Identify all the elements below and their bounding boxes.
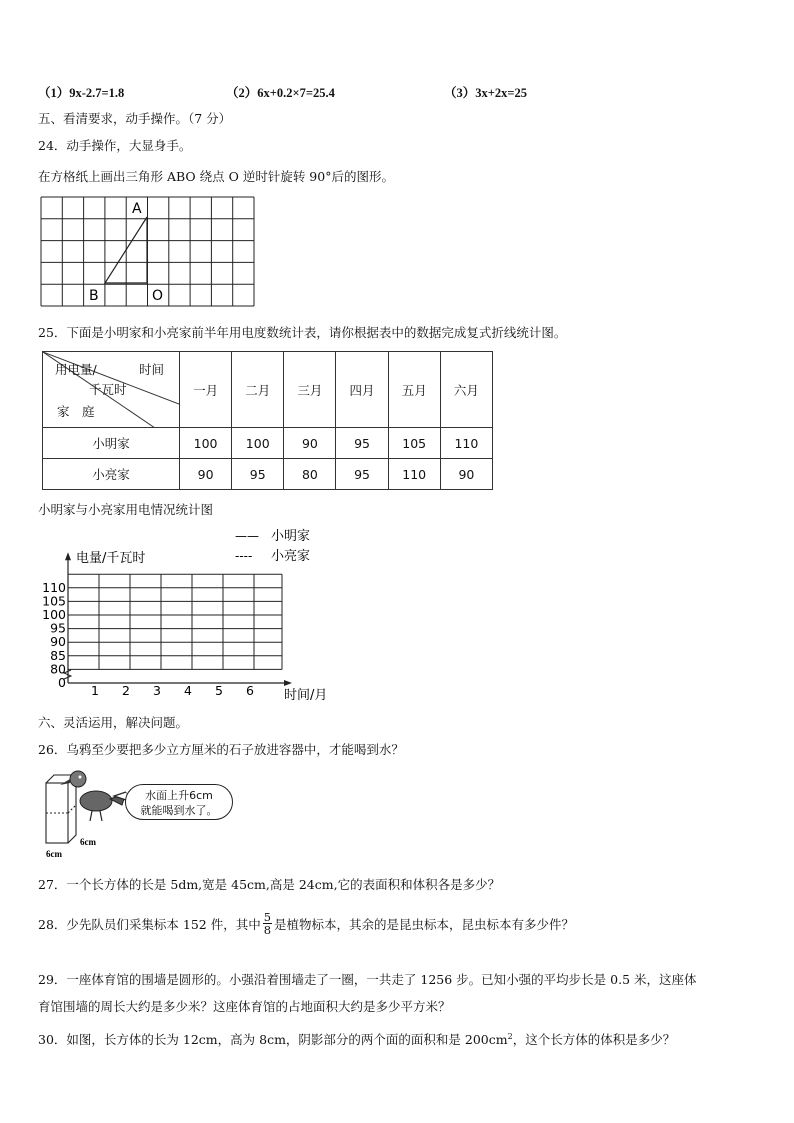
section-5-title: 五、看清要求，动手操作。（7 分） [38, 111, 232, 126]
label-b: B [89, 288, 99, 304]
y-axis-arrow [65, 552, 71, 560]
x-tick-label: 1 [91, 683, 99, 698]
x-tick-label: 2 [122, 683, 130, 698]
question-28-after: 是植物标本，其余的是昆虫标本，昆虫标本有多少件？ [274, 916, 575, 932]
table-cell: 110 [388, 459, 440, 490]
table-cell: 110 [440, 428, 492, 459]
question-30-before: 30．如图，长方体的长为 12cm，高为 8cm，阴影部分的两个面的面积和是 200cm [38, 1032, 508, 1047]
month-header: 四月 [336, 352, 388, 428]
month-header: 二月 [232, 352, 284, 428]
dim-width: 6cm [46, 849, 62, 859]
x-tick-label: 3 [153, 683, 161, 698]
question-28 [38, 911, 574, 936]
header-time: 时间 [139, 362, 165, 377]
equation-2: （2）6x+0.2×7=25.4 [226, 86, 335, 100]
header-unit: 千瓦时 [89, 382, 127, 397]
family-name: 小亮家 [43, 459, 180, 490]
table-cell: 95 [232, 459, 284, 490]
x-tick-label: 6 [246, 683, 254, 698]
table-cell: 105 [388, 428, 440, 459]
month-header: 三月 [284, 352, 336, 428]
y-axis-title: 电量/千瓦时 [76, 551, 146, 567]
question-29-line-2: 育馆围墙的周长大约是多少米？这座体育馆的占地面积大约是多少平方米？ [38, 999, 451, 1014]
crow-container-illustration [40, 765, 140, 860]
month-header: 六月 [440, 352, 492, 428]
family-name: 小明家 [43, 428, 180, 459]
table-cell: 100 [232, 428, 284, 459]
table-row [43, 428, 493, 459]
question-27: 27．一个长方体的长是 5dm,宽是 45cm,高是 24cm,它的表面积和体积各是多少？ [38, 877, 501, 892]
table-cell: 90 [284, 428, 336, 459]
header-usage: 用电量/ [55, 362, 97, 377]
question-30-sup: 2 [507, 1031, 513, 1041]
month-header: 五月 [388, 352, 440, 428]
legend-mark: ---- [235, 549, 253, 563]
electricity-table [42, 351, 493, 490]
y-tick-label: 85 [50, 647, 66, 663]
question-24-title: 24．动手操作，大显身手。 [38, 138, 192, 153]
section-6-title: 六、灵活运用，解决问题。 [38, 715, 189, 730]
line-chart [30, 528, 330, 708]
speech-bubble [125, 784, 233, 820]
x-axis-arrow [284, 680, 292, 686]
question-24-instruction: 在方格纸上画出三角形 ABO 绕点 O 逆时针旋转 90°后的图形。 [38, 169, 394, 184]
question-26-title: 26．乌鸦至少要把多少立方厘米的石子放进容器中，才能喝到水？ [38, 742, 404, 757]
month-header: 一月 [180, 352, 232, 428]
question-25-title: 25．下面是小明家和小亮家前半年用电度数统计表，请你根据表中的数据完成复式折线统计图。 [38, 325, 567, 340]
y-tick-label: 95 [50, 620, 66, 636]
label-o: O [152, 288, 164, 304]
question-29-line-1: 29．一座体育馆的围墙是圆形的。小强沿着围墙走了一圈，一共走了 1256 步。已知小强的平均步长是 0.5 米，这座体 [38, 972, 697, 987]
table-cell: 90 [180, 459, 232, 490]
dim-depth: 6cm [80, 837, 96, 847]
y-tick-label: 110 [42, 579, 66, 595]
fraction-denominator: 8 [263, 923, 272, 937]
legend-label: 小明家 [271, 529, 311, 544]
table-cell: 100 [180, 428, 232, 459]
y-tick-label: 90 [50, 634, 66, 650]
rotation-grid [40, 196, 256, 308]
table-cell: 80 [284, 459, 336, 490]
header-family: 家 庭 [57, 404, 95, 419]
container-box [46, 775, 76, 843]
x-tick-label: 5 [215, 683, 223, 698]
table-cell: 95 [336, 459, 388, 490]
question-30 [38, 1030, 675, 1048]
equation-3: （3）3x+2x=25 [444, 86, 527, 100]
question-30-after: ，这个长方体的体积是多少？ [512, 1032, 676, 1047]
table-cell: 95 [336, 428, 388, 459]
bubble-line-1: 水面上升6cm [145, 789, 213, 802]
y-tick-label: 100 [42, 607, 66, 622]
y-tick-label: 80 [50, 661, 66, 677]
fraction [263, 911, 272, 936]
table-header-diagonal [43, 352, 180, 428]
label-a: A [132, 201, 142, 217]
table-cell: 90 [440, 459, 492, 490]
chart-caption: 小明家与小亮家用电情况统计图 [38, 502, 214, 517]
y-tick-label: 105 [42, 593, 66, 609]
bubble-line-2: 就能喝到水了。 [140, 804, 218, 817]
x-axis-title: 时间/月 [284, 688, 328, 703]
x-tick-label: 4 [184, 683, 192, 698]
equation-1: （1）9x-2.7=1.8 [38, 86, 125, 100]
table-row [43, 459, 493, 490]
legend-label: 小亮家 [271, 549, 311, 564]
y-tick-label: 0 [58, 675, 66, 690]
legend-mark: —— [235, 529, 259, 543]
question-28-before: 28．少先队员们采集标本 152 件，其中 [38, 916, 261, 932]
fraction-numerator: 5 [263, 910, 272, 924]
